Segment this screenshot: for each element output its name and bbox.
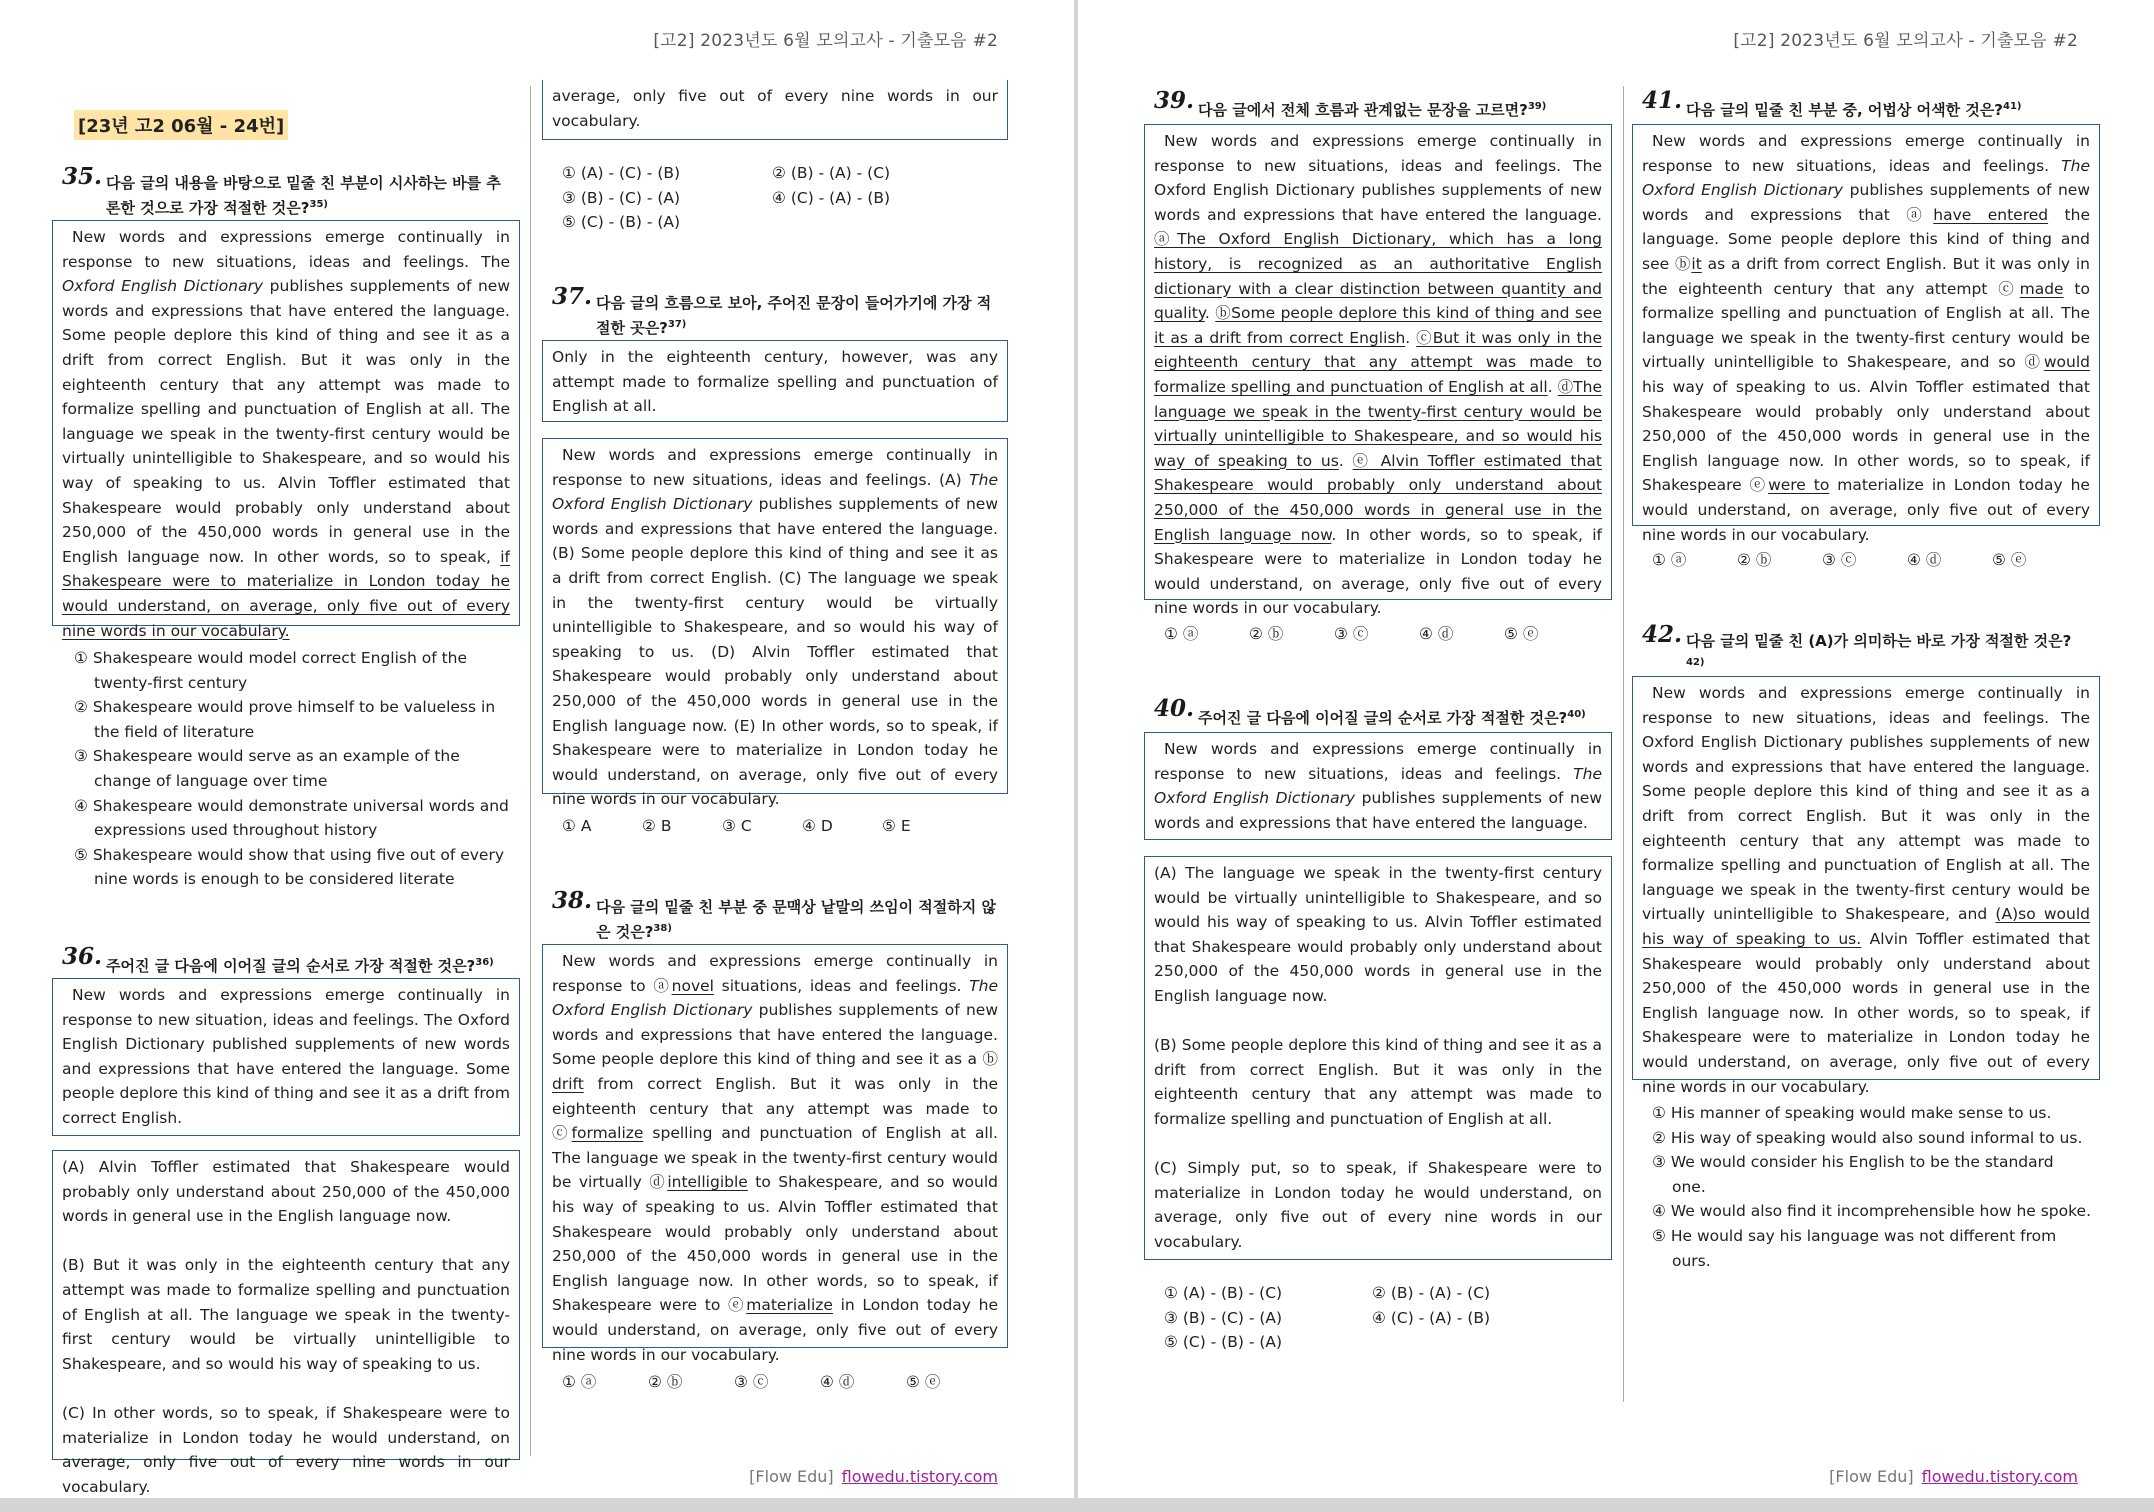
q37-option-4[interactable]: ④ D — [802, 817, 833, 835]
q40-option-4[interactable]: ④ (C) - (A) - (B) — [1372, 1308, 1491, 1327]
q37-option-1[interactable]: ① A — [562, 817, 592, 835]
page-left — [0, 0, 1074, 1498]
q36-option-5[interactable]: ⑤ (C) - (B) - (A) — [562, 213, 681, 232]
q36-option-3[interactable]: ③ (B) - (C) - (A) — [562, 188, 681, 207]
q38-option-2[interactable]: ② ⓑ — [648, 1373, 683, 1391]
q35-option-1[interactable]: ① Shakespeare would model correct English of the twenty-first century — [74, 649, 468, 692]
q42-option-5[interactable]: ⑤ He would say his language was not different from ours. — [1652, 1226, 2057, 1270]
q40-option-3[interactable]: ③ (B) - (C) - (A) — [1164, 1308, 1283, 1327]
page-header: [고2] 2023년도 6월 모의고사 - 기출모음 #2 — [653, 31, 998, 51]
q37-option-3[interactable]: ③ C — [722, 817, 752, 835]
q40-options — [1164, 1281, 1584, 1355]
q42-passage: New words and expressions emerge continually in response to new situations, ideas and feelings. The Oxford English Dictionary publishes supplements of new words and expressions that have entered the language. Some people deplore this kind of thing and see it as a drift from correct English. But it was only in the eighteenth century that any attempt was made to formalize spelling and punctuation of English at all. The language we speak in the twenty-first century would be virtually unintelligible to Shakespeare, and (A)so would his way of speaking to us. Alvin Toffler estimated that Shakespeare would probably only understand about 250,000 of the 450,000 words in general use in the English language now. In other words, so to speak, if Shakespeare were to materialize in London today he would understand, on average, only five out of every nine words in our vocabulary. — [1632, 676, 2100, 1080]
q38-options — [562, 1370, 940, 1395]
q41-option-1[interactable]: ① ⓐ — [1652, 551, 1687, 569]
column-divider — [1623, 86, 1624, 1402]
page-footer: [Flow Edu] flowedu.tistory.com — [1829, 1467, 2078, 1486]
q38-passage: New words and expressions emerge continually in response to ⓐnovel situations, ideas and feelings. The Oxford English Dictionary publishes supplements of new words and expressions that have entered the language. Some people deplore this kind of thing and see it as a ⓑ drift from correct English. But it was only in the eighteenth century that any attempt was made to ⓒformalize spelling and punctuation of English at all. The language we speak in the twenty-first century would be virtually ⓓintelligible to Shakespeare, and so would his way of speaking to us. Alvin Toffler estimated that Shakespeare would probably only understand about 250,000 of the 450,000 words in general use in the English language now. In other words, so to speak, if Shakespeare were to ⓔmaterialize in London today he would understand, on average, only five out of every nine words in our vocabulary. — [542, 944, 1008, 1348]
page-right — [1078, 0, 2154, 1498]
q40-paragraph-b: (B) Some people deplore this kind of thing and see it as a drift from correct English. But it was only in the eighteenth century that any attempt was made to formalize spelling and punctuation of English at all. — [1154, 1036, 1602, 1128]
q38-number: 38. — [552, 887, 593, 914]
q35-option-3[interactable]: ③ Shakespeare would serve as an example of the change of language over time — [74, 747, 460, 790]
page-footer: [Flow Edu] flowedu.tistory.com — [749, 1467, 998, 1486]
q36-number: 36. — [62, 943, 103, 970]
q36-paragraphs — [52, 1150, 520, 1496]
q37-options — [562, 814, 911, 839]
q39-option-1[interactable]: ① ⓐ — [1164, 625, 1199, 643]
q39-sentence-d: ⓓThe language we speak in the twenty-first century would be virtually unintelligible to Shakespeare, and so would his way of speaking to us — [1154, 377, 1602, 470]
q41-option-5[interactable]: ⑤ ⓔ — [1992, 551, 2027, 569]
page-header: [고2] 2023년도 6월 모의고사 - 기출모음 #2 — [1733, 31, 2078, 51]
q42-option-3[interactable]: ③ We would consider his English to be the standard one. — [1652, 1153, 2054, 1196]
q41-number: 41. — [1642, 87, 1683, 114]
q36-option-2[interactable]: ② (B) - (A) - (C) — [772, 164, 891, 182]
q36-option-1[interactable]: ① (A) - (C) - (B) — [562, 164, 681, 182]
q38-option-3[interactable]: ③ ⓒ — [734, 1373, 769, 1391]
q36-paragraph-c: (C) In other words, so to speak, if Shakespeare were to materialize in London today he would understand, on average, only five out of every nine words in our vocabulary. — [62, 1403, 510, 1496]
q39-passage: New words and expressions emerge continually in response to new situations, ideas and feelings. The Oxford English Dictionary publishes supplements of new words and expressions that have entered the language. ⓐThe Oxford English Dictionary, which has a long history, is recognized as an authoritative English dictionary with a clear distinction between quantity and quality. ⓑSome people deplore this kind of thing and see it as a drift from correct English. ⓒBut it was only in the eighteenth century that any attempt was made to formalize spelling and punctuation of English at all. ⓓThe language we speak in the twenty-first century would be virtually unintelligible to Shakespeare, and so would his way of speaking to us. ⓔ Alvin Toffler estimated that Shakespeare would probably only understand about 250,000 of the 450,000 words in general use in the English language now. In other words, so to speak, if Shakespeare were to materialize in London today he would understand, on average, only five out of every nine words in our vocabulary. — [1144, 124, 1612, 600]
q39-title: 39. 다음 글에서 전체 흐름과 관계없는 문장을 고르면?$^{39)}$ — [1154, 87, 1547, 119]
section-tag: [23년 고2 06월 - 24번] — [74, 110, 288, 140]
q42-option-4[interactable]: ④ We would also find it incomprehensible how he spoke. — [1652, 1202, 2092, 1221]
q36-given-passage: New words and expressions emerge continually in response to new situation, ideas and feelings. The Oxford English Dictionary published supplements of new words and expressions that have entered the language. Some people deplore this kind of thing and see it as a drift from correct English. — [52, 978, 520, 1136]
q39-number: 39. — [1154, 87, 1195, 114]
q35-option-5[interactable]: ⑤ Shakespeare would show that using five out of every nine words is enough to be considered literate — [74, 845, 504, 889]
q42-options — [1652, 1101, 2092, 1273]
column-divider — [530, 86, 531, 1456]
q39-option-4[interactable]: ④ ⓓ — [1419, 625, 1454, 643]
q36-option-4[interactable]: ④ (C) - (A) - (B) — [772, 188, 891, 207]
q37-option-5[interactable]: ⑤ E — [882, 817, 911, 835]
q40-paragraph-c: (C) Simply put, so to speak, if Shakespeare were to materialize in London today he would understand, on average, only five out of every nine words in our vocabulary. — [1154, 1159, 1602, 1251]
q41-option-2[interactable]: ② ⓑ — [1737, 551, 1772, 569]
q37-given-sentence: Only in the eighteenth century, however, was any attempt made to formalize spelling and punctuation of English at all. — [542, 340, 1008, 422]
q38-option-4[interactable]: ④ ⓓ — [820, 1373, 855, 1391]
q35-option-2[interactable]: ② Shakespeare would prove himself to be valueless in the field of literature — [74, 698, 496, 741]
q40-option-1[interactable]: ① (A) - (B) - (C) — [1164, 1284, 1283, 1302]
q39-option-3[interactable]: ③ ⓒ — [1334, 625, 1369, 643]
q35-passage: New words and expressions emerge continually in response to new situations, ideas and feelings. The Oxford English Dictionary publishes supplements of new words and expressions that have entered the language. Some people deplore this kind of thing and see it as a drift from correct English. But it was only in the eighteenth century that any attempt was made to formalize spelling and punctuation of English at all. The language we speak in the twenty-first century would be virtually unintelligible to Shakespeare, and so would his way of speaking to us. Alvin Toffler estimated that Shakespeare would probably only understand about 250,000 of the 450,000 words in general use in the English language now. In other words, so to speak, if Shakespeare were to materialize in London today he would understand, on average, only five out of every nine words in our vocabulary. — [52, 220, 520, 626]
footer-link[interactable]: flowedu.tistory.com — [841, 1467, 998, 1486]
q39-sentence-e: ⓔ Alvin Toffler estimated that Shakespeare would probably only understand about 250,000 of the 450,000 words in general use in the English language now — [1154, 451, 1602, 544]
q35-title: 35. 다음 글의 내용을 바탕으로 밑줄 친 부분이 시사하는 바를 추론한 것으로 가장 적절한 것은?$^{35)}$ — [62, 163, 501, 217]
q35-option-4[interactable]: ④ Shakespeare would demonstrate universal words and expressions used throughout history — [74, 796, 509, 840]
q41-option-3[interactable]: ③ ⓒ — [1822, 551, 1857, 569]
q41-option-4[interactable]: ④ ⓓ — [1907, 551, 1942, 569]
q40-title: 40. 주어진 글 다음에 이어질 글의 순서로 가장 적절한 것은?$^{40)}$ — [1154, 695, 1586, 727]
q42-underlined-a: (A)so would his way of speaking to us. — [1642, 905, 2090, 948]
q39-options — [1164, 622, 1538, 647]
q40-given-passage: New words and expressions emerge continually in response to new situations, ideas and feelings. The Oxford English Dictionary publishes supplements of new words and expressions that have entered the language. — [1144, 732, 1612, 840]
q39-sentence-a: ⓐThe Oxford English Dictionary, which has a long history, is recognized as an authoritative English dictionary with a clear distinction between quantity and quality — [1154, 230, 1602, 323]
q38-title: 38. 다음 글의 밑줄 친 부분 중 문맥상 낱말의 쓰임이 적절하지 않은 것은?$^{38)}$ — [552, 887, 996, 941]
q36-title: 36. 주어진 글 다음에 이어질 글의 순서로 가장 적절한 것은?$^{36)}$ — [62, 943, 494, 975]
q35-underlined-part: if Shakespeare were to materialize in London today he would understand, on average, only five out of every nine words in our vocabulary. — [62, 547, 510, 640]
q41-options — [1652, 548, 2026, 573]
q37-title: 37. 다음 글의 흐름으로 보아, 주어진 문장이 들어가기에 가장 적절한 곳은?$^{37)}$ — [552, 283, 992, 337]
q40-option-2[interactable]: ② (B) - (A) - (C) — [1372, 1284, 1491, 1302]
q36-paragraph-b: (B) But it was only in the eighteenth century that any attempt was made to formalize spelling and punctuation of English at all. The language we speak in the twenty-first century would be virtually unintelligible to Shakespeare, and so would his way of speaking to us. — [62, 1256, 510, 1373]
q37-passage: New words and expressions emerge continually in response to new situations, ideas and feelings. (A) The Oxford English Dictionary publishes supplements of new words and expressions that have entered the language. (B) Some people deplore this kind of thing and see it as a drift from correct English. (C) The language we speak in the twenty-first century would be virtually unintelligible to Shakespeare, and so would his way of speaking to us. (D) Alvin Toffler estimated that Shakespeare would probably only understand about 250,000 of the 450,000 words in general use in the English language now. (E) In other words, so to speak, if Shakespeare were to materialize in London today he would understand, on average, only five out of every nine words in our vocabulary. — [542, 438, 1008, 794]
q40-number: 40. — [1154, 695, 1195, 722]
q39-option-5[interactable]: ⑤ ⓔ — [1504, 625, 1539, 643]
q42-title: 42. 다음 글의 밑줄 친 (A)가 의미하는 바로 가장 적절한 것은?$^{42)}$ — [1642, 621, 2072, 668]
q39-sentence-b: ⓑSome people deplore this kind of thing and see it as a drift from correct English — [1154, 304, 1602, 347]
q35-options — [74, 646, 510, 892]
q42-option-2[interactable]: ② His way of speaking would also sound informal to us. — [1652, 1128, 2083, 1147]
q41-passage: New words and expressions emerge continually in response to new situations, ideas and feelings. The Oxford English Dictionary publishes supplements of new words and expressions that ⓐhave entered the language. Some people deplore this kind of thing and see ⓑit as a drift from correct English. But it was only in the eighteenth century that any attempt ⓒmade to formalize spelling and punctuation of English at all. The language we speak in the twenty-first century would be virtually unintelligible to Shakespeare, and so ⓓwould his way of speaking to us. Alvin Toffler estimated that Shakespeare would probably only understand about 250,000 of the 450,000 words in general use in the English language now. In other words, so to speak, if Shakespeare ⓔwere to materialize in London today he would understand, on average, only five out of every nine words in our vocabulary. — [1632, 124, 2100, 526]
q42-number: 42. — [1642, 621, 1683, 648]
q37-number: 37. — [552, 283, 593, 310]
q39-option-2[interactable]: ② ⓑ — [1249, 625, 1284, 643]
q41-title: 41. 다음 글의 밑줄 친 부분 중, 어법상 어색한 것은?$^{41)}$ — [1642, 87, 2022, 119]
q36-options — [562, 161, 982, 235]
q35-number: 35. — [62, 163, 103, 190]
q38-option-5[interactable]: ⑤ ⓔ — [906, 1373, 941, 1391]
q40-option-5[interactable]: ⑤ (C) - (B) - (A) — [1164, 1333, 1283, 1352]
q36-continued: average, only five out of every nine words in our vocabulary. — [542, 80, 1008, 140]
q42-option-1[interactable]: ① His manner of speaking would make sense to us. — [1652, 1104, 2052, 1122]
q36-paragraph-a: (A) Alvin Toffler estimated that Shakespeare would probably only understand about 250,000 of the 450,000 words in general use in the English language now. — [62, 1158, 510, 1226]
q38-option-1[interactable]: ① ⓐ — [562, 1373, 597, 1391]
q39-sentence-c: ⓒBut it was only in the eighteenth century that any attempt was made to formalize spelling and punctuation of English at all — [1154, 328, 1602, 396]
q40-paragraphs — [1144, 856, 1612, 1260]
footer-link[interactable]: flowedu.tistory.com — [1921, 1467, 2078, 1486]
q40-paragraph-a: (A) The language we speak in the twenty-first century would be virtually unintelligible to Shakespeare, and so would his way of speaking to us. Alvin Toffler estimated that Shakespeare would probably only understand about 250,000 of the 450,000 words in general use in the English language now. — [1154, 864, 1602, 1005]
q37-option-2[interactable]: ② B — [642, 817, 672, 835]
